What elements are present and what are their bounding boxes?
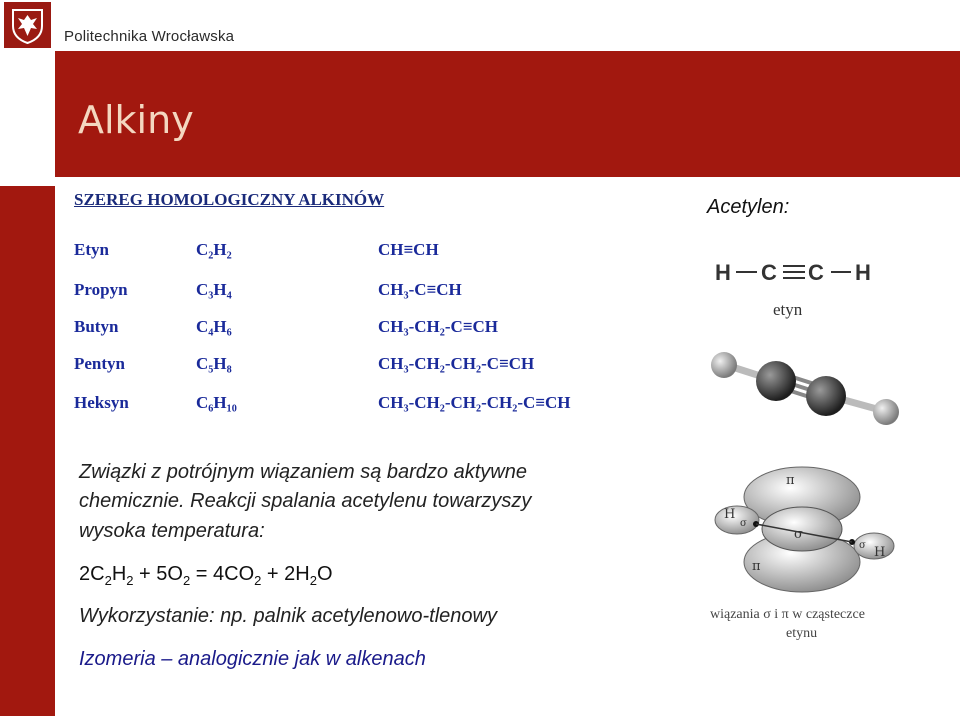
series-name: Butyn [74,317,119,336]
pi-label: π [786,473,795,488]
series-structure: CH₃-CH₂-CH₂-CH₂-C≡CH [378,393,571,412]
series-formula: C₄H₆ [196,317,232,336]
top-bar [0,0,960,51]
description-line-1: Związki z potrójnym wiązaniem są bardzo aktywne [79,461,527,483]
series-formula: C₆H₁₀ [196,393,237,412]
sigma-label: σ [740,518,747,529]
page-title: Alkiny [78,98,194,142]
series-name: Propyn [74,280,128,299]
ball-and-stick-model-icon [706,335,906,430]
series-name: Etyn [74,240,109,259]
sigma-label: σ [859,540,866,551]
pi-label: π [752,559,761,574]
combustion-equation: $2C_2H_2 + 5O_2 = 4CO_2 + 2H_2O$ [79,563,333,588]
hydrogen-label: H [724,507,736,522]
orbital-caption-continued: etynu [786,626,818,641]
svg-text:H: H [715,260,731,285]
orbital-diagram-icon [712,462,897,597]
series-structure: CH≡CH [378,240,439,259]
usage-text: Wykorzystanie: np. palnik acetylenowo-tlenowy [79,605,497,627]
series-structure: CH₃-C≡CH [378,280,462,299]
series-structure: CH₃-CH₂-C≡CH [378,317,498,336]
series-formula: C₂H₂ [196,240,232,259]
series-name: Pentyn [74,354,125,373]
acetylene-label: Acetylen: [707,196,790,218]
series-heading: SZEREG HOMOLOGICZNY ALKINÓW [74,190,385,209]
university-logo [4,2,51,48]
series-formula: C₃H₄ [196,280,232,299]
series-formula: C₅H₈ [196,354,232,373]
left-accent-strip [0,186,55,716]
orbital-caption: wiązania σ i π w cząsteczce [710,607,865,622]
svg-text:C: C [761,260,777,285]
sigma-label: σ [794,527,803,542]
series-structure: CH₃-CH₂-CH₂-C≡CH [378,354,535,373]
hydrogen-label: H [874,545,886,560]
etyn-label: etyn [773,300,803,319]
university-name: Politechnika Wrocławska [64,28,235,45]
svg-text:C: C [808,260,824,285]
svg-text:H: H [855,260,871,285]
description-line-3: wysoka temperatura: [79,520,265,542]
series-name: Heksyn [74,393,129,412]
acetylene-structural-formula [705,252,905,332]
eagle-crest-icon [4,2,51,48]
description-line-2: chemicznie. Reakcji spalania acetylenu towarzyszy [79,490,532,512]
isomerism-text: Izomeria – analogicznie jak w alkenach [79,648,426,670]
